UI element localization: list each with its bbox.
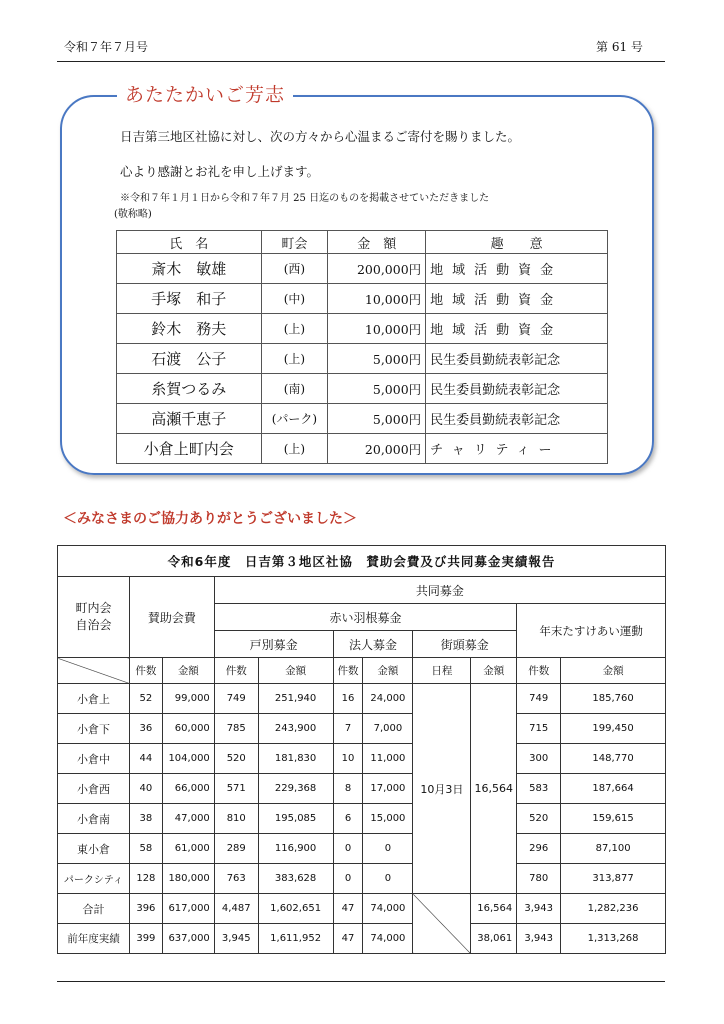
donation-row	[117, 404, 608, 434]
ye-count: 780	[517, 864, 561, 894]
ye-amount: 148,770	[561, 744, 666, 774]
donor-name: 斎木 敏雄	[117, 254, 262, 284]
street-amount-header: 金額	[471, 658, 517, 684]
prev-house-amount: 1,611,952	[258, 924, 333, 954]
corp-count: 6	[333, 804, 363, 834]
corp-amount: 24,000	[363, 684, 413, 714]
total-row	[58, 894, 666, 924]
prev-street-amount: 38,061	[471, 924, 517, 954]
fee-amount: 60,000	[162, 714, 214, 744]
table-row	[58, 804, 666, 834]
house-count: 749	[214, 684, 258, 714]
ye-amount: 159,615	[561, 804, 666, 834]
donor-town: (南)	[261, 374, 328, 404]
donation-intro-1: 日吉第三地区社協に対し、次の方々から心温まるご寄付を賜りました。	[120, 129, 521, 144]
fee-count: 40	[129, 774, 162, 804]
ye-amount: 87,100	[561, 834, 666, 864]
house-amount: 243,900	[258, 714, 333, 744]
col-purpose-header: 趣 意	[426, 231, 608, 254]
donor-town: (上)	[261, 434, 328, 464]
donor-name: 高瀬千恵子	[117, 404, 262, 434]
donation-row	[117, 344, 608, 374]
corp-count: 8	[333, 774, 363, 804]
donor-amount: 10,000円	[328, 284, 426, 314]
donor-name: 鈴木 務夫	[117, 314, 262, 344]
donor-purpose: 民生委員勤続表彰記念	[426, 374, 608, 404]
street-date-empty	[413, 894, 471, 954]
table-row	[58, 684, 666, 714]
ye-amount: 313,877	[561, 864, 666, 894]
ye-count: 749	[517, 684, 561, 714]
total-street-amount: 16,564	[471, 894, 517, 924]
prev-corp-count: 47	[333, 924, 363, 954]
year-end-header: 年末たすけあい運動	[517, 604, 666, 658]
row-org: 小倉上	[58, 684, 130, 714]
total-label: 合計	[58, 894, 130, 924]
house-count: 763	[214, 864, 258, 894]
corporate-header: 法人募金	[333, 631, 413, 658]
donor-name: 石渡 公子	[117, 344, 262, 374]
donor-town: (中)	[261, 284, 328, 314]
house-amount: 383,628	[258, 864, 333, 894]
col-amount-header: 金 額	[328, 231, 426, 254]
row-org: パークシティ	[58, 864, 130, 894]
corp-amount-header: 金額	[363, 658, 413, 684]
ye-count: 300	[517, 744, 561, 774]
corp-amount: 7,000	[363, 714, 413, 744]
report-table	[57, 545, 666, 954]
donor-town: (上)	[261, 314, 328, 344]
house-count: 289	[214, 834, 258, 864]
row-org: 小倉南	[58, 804, 130, 834]
donor-town: (上)	[261, 344, 328, 374]
donor-purpose: 地域活動資金	[426, 314, 608, 344]
donor-amount: 200,000円	[328, 254, 426, 284]
total-corp-count: 47	[333, 894, 363, 924]
donation-row	[117, 284, 608, 314]
house-count-header: 件数	[214, 658, 258, 684]
prev-ye-count: 3,943	[517, 924, 561, 954]
donation-table	[116, 230, 608, 464]
donor-purpose: チャリティー	[426, 434, 608, 464]
donor-town: (パーク)	[261, 404, 328, 434]
prev-row	[58, 924, 666, 954]
prev-house-count: 3,945	[214, 924, 258, 954]
prev-fee-count: 399	[129, 924, 162, 954]
fee-amount: 104,000	[162, 744, 214, 774]
fee-amount: 66,000	[162, 774, 214, 804]
ye-count: 583	[517, 774, 561, 804]
donor-name: 小倉上町内会	[117, 434, 262, 464]
header-issue: 第 61 号	[596, 40, 643, 54]
corp-count: 0	[333, 834, 363, 864]
donor-purpose: 地域活動資金	[426, 254, 608, 284]
corp-count: 0	[333, 864, 363, 894]
donor-amount: 5,000円	[328, 374, 426, 404]
house-amount: 251,940	[258, 684, 333, 714]
fee-count: 36	[129, 714, 162, 744]
fee-amount: 180,000	[162, 864, 214, 894]
ye-count: 715	[517, 714, 561, 744]
fee-amount-header: 金額	[162, 658, 214, 684]
row-org: 小倉西	[58, 774, 130, 804]
house-amount: 195,085	[258, 804, 333, 834]
fee-amount: 61,000	[162, 834, 214, 864]
donor-purpose: 民生委員勤続表彰記念	[426, 404, 608, 434]
corp-amount: 15,000	[363, 804, 413, 834]
row-org: 小倉中	[58, 744, 130, 774]
house-count: 571	[214, 774, 258, 804]
street-header: 街頭募金	[413, 631, 517, 658]
donor-purpose: 民生委員勤続表彰記念	[426, 344, 608, 374]
corp-count-header: 件数	[333, 658, 363, 684]
table-row	[58, 714, 666, 744]
house-count: 785	[214, 714, 258, 744]
row-org: 小倉下	[58, 714, 130, 744]
thanks-heading: ＜みなさまのご協力ありがとうございました＞	[63, 511, 357, 527]
prev-label: 前年度実績	[58, 924, 130, 954]
fee-count-header: 件数	[129, 658, 162, 684]
footer-rule	[57, 981, 665, 982]
street-date: 10月3日	[413, 684, 471, 894]
prev-corp-amount: 74,000	[363, 924, 413, 954]
donation-row	[117, 254, 608, 284]
prev-fee-amount: 637,000	[162, 924, 214, 954]
col-town-header: 町会	[261, 231, 328, 254]
donor-town: (西)	[261, 254, 328, 284]
street-date-header: 日程	[413, 658, 471, 684]
donation-header-row	[117, 231, 608, 254]
ye-amount: 185,760	[561, 684, 666, 714]
community-chest-header: 共同募金	[214, 577, 665, 604]
donation-title: あたたかいご芳志	[117, 80, 293, 107]
donor-name: 糸賀つるみ	[117, 374, 262, 404]
red-feather-header: 赤い羽根募金	[214, 604, 516, 631]
ye-amount: 187,664	[561, 774, 666, 804]
fee-amount: 99,000	[162, 684, 214, 714]
house-amount: 116,900	[258, 834, 333, 864]
house-amount: 181,830	[258, 744, 333, 774]
fee-count: 58	[129, 834, 162, 864]
ye-amount: 199,450	[561, 714, 666, 744]
corp-amount: 0	[363, 864, 413, 894]
donor-amount: 5,000円	[328, 404, 426, 434]
table-row	[58, 744, 666, 774]
ye-count: 296	[517, 834, 561, 864]
donor-amount: 5,000円	[328, 344, 426, 374]
row-org: 東小倉	[58, 834, 130, 864]
total-fee-count: 396	[129, 894, 162, 924]
donor-purpose: 地域活動資金	[426, 284, 608, 314]
house-amount: 229,368	[258, 774, 333, 804]
prev-ye-amount: 1,313,268	[561, 924, 666, 954]
fee-amount: 47,000	[162, 804, 214, 834]
street-amount: 16,564	[471, 684, 517, 894]
table-row	[58, 864, 666, 894]
total-ye-amount: 1,282,236	[561, 894, 666, 924]
donation-row	[117, 434, 608, 464]
total-fee-amount: 617,000	[162, 894, 214, 924]
corp-count: 16	[333, 684, 363, 714]
house-amount-header: 金額	[258, 658, 333, 684]
header-rule	[57, 61, 665, 62]
total-house-amount: 1,602,651	[258, 894, 333, 924]
donation-intro-2: 心より感謝とお礼を申し上げます。	[120, 164, 320, 179]
header-date: 令和７年７月号	[64, 40, 149, 54]
ye-count: 520	[517, 804, 561, 834]
total-house-count: 4,487	[214, 894, 258, 924]
corp-count: 7	[333, 714, 363, 744]
table-row	[58, 774, 666, 804]
donation-row	[117, 374, 608, 404]
corp-count: 10	[333, 744, 363, 774]
corp-amount: 0	[363, 834, 413, 864]
corp-amount: 11,000	[363, 744, 413, 774]
ye-amount-header: 金額	[561, 658, 666, 684]
total-ye-count: 3,943	[517, 894, 561, 924]
table-row	[58, 834, 666, 864]
fee-count: 128	[129, 864, 162, 894]
report-title: 令和6年度 日吉第３地区社協 賛助会費及び共同募金実績報告	[58, 546, 666, 577]
ye-count-header: 件数	[517, 658, 561, 684]
org-header: 町内会 自治会	[58, 577, 130, 658]
donation-note: ※令和７年１月１日から令和７年７月 25 日迄のものを掲載させていただきました	[120, 193, 490, 204]
donation-row	[117, 314, 608, 344]
diagonal-corner	[58, 658, 130, 684]
col-name-header: 氏 名	[117, 231, 262, 254]
fee-count: 38	[129, 804, 162, 834]
fee-count: 44	[129, 744, 162, 774]
corp-amount: 17,000	[363, 774, 413, 804]
donation-honorific: (敬称略)	[114, 209, 152, 220]
support-fee-header: 賛助会費	[129, 577, 214, 658]
donor-amount: 10,000円	[328, 314, 426, 344]
donor-amount: 20,000円	[328, 434, 426, 464]
house-count: 810	[214, 804, 258, 834]
total-corp-amount: 74,000	[363, 894, 413, 924]
donor-name: 手塚 和子	[117, 284, 262, 314]
household-header: 戸別募金	[214, 631, 333, 658]
house-count: 520	[214, 744, 258, 774]
fee-count: 52	[129, 684, 162, 714]
